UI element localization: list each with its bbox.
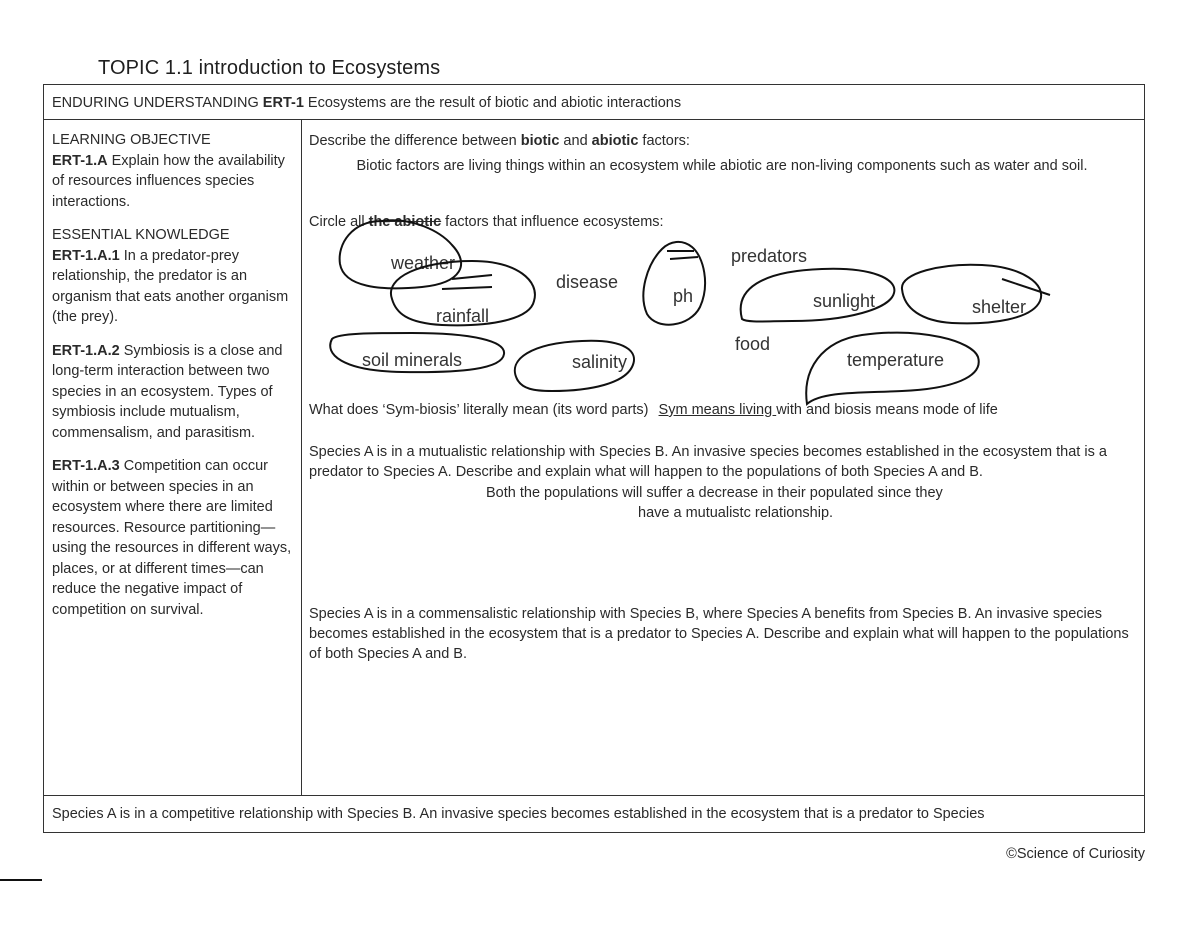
- answer-mutualistic-line2: have a mutualistc relationship.: [638, 505, 834, 521]
- lo-heading: LEARNING OBJECTIVE: [52, 132, 211, 148]
- lo-text: Explain how the availability of resources influences species interactions.: [52, 152, 285, 210]
- essential-knowledge-3: [52, 456, 293, 620]
- factor-predators[interactable]: predators: [731, 246, 808, 266]
- q3-text: What does ‘Sym-biosis’ literally mean (its word parts): [309, 402, 649, 418]
- enduring-label: ENDURING UNDERSTANDING: [52, 95, 263, 111]
- circle-salinity: [515, 341, 634, 391]
- q1-mid: and: [559, 133, 592, 149]
- answer-biotic-abiotic: Biotic factors are living things within an ecosystem while abiotic are non-living components such as water and soil.: [356, 158, 1088, 174]
- ek2-code: ERT-1.A.2: [52, 342, 120, 359]
- circle-rainfall: [391, 261, 535, 325]
- question-symbiosis-meaning: [309, 402, 998, 418]
- enduring-text: Ecosystems are the result of biotic and abiotic interactions: [303, 95, 682, 111]
- ek1-text: In a predator-prey relationship, the predator is an organism that eats another organism (the prey).: [52, 247, 289, 325]
- factor-shelter[interactable]: shelter: [972, 297, 1027, 317]
- circle-sunlight: [741, 269, 895, 322]
- learning-objective: [52, 130, 293, 212]
- ek3-code: ERT-1.A.3: [52, 458, 120, 474]
- factor-salinity[interactable]: salinity: [572, 352, 628, 372]
- scribble-ph: [667, 251, 698, 259]
- copyright: ©Science of Curiosity: [1006, 846, 1145, 862]
- answer-mutualistic-line1: Both the populations will suffer a decrease in their populated since they: [486, 485, 943, 501]
- margin-mark: [0, 879, 42, 881]
- q1-abiotic: abiotic: [591, 133, 639, 149]
- question-biotic-abiotic: [309, 133, 690, 149]
- q2-post: factors that influence ecosystems:: [441, 214, 664, 230]
- factor-temperature[interactable]: temperature: [847, 350, 945, 370]
- circle-temperature: [806, 333, 978, 404]
- q1-post: factors:: [638, 133, 690, 149]
- ek-heading: ESSENTIAL KNOWLEDGE: [52, 227, 230, 243]
- factor-rainfall[interactable]: rainfall: [436, 306, 490, 326]
- essential-knowledge-1: [52, 225, 293, 328]
- factor-weather[interactable]: weather: [391, 253, 456, 273]
- question-commensalistic: Species A is in a commensalistic relationship with Species B, where Species A benefits from Species B. An invasive species becomes established in the ecosystem that is a predator to Species A. Describe and explain what will happen to the populations of both Species A and B.: [309, 606, 1129, 662]
- q1-pre: Describe the difference between: [309, 133, 521, 149]
- ek1-code: ERT-1.A.1: [52, 247, 120, 264]
- question-competitive: Species A is in a competitive relationship with Species B. An invasive species becomes established in the ecosystem that is a predator to Species: [43, 795, 1145, 833]
- q2-pre: Circle all: [309, 214, 369, 230]
- essential-knowledge-2: [52, 341, 293, 444]
- ek3-text: Competition can occur within or between species in an ecosystem where there are limited resources. Resource partitioning— using the resources in different ways, places, or at different times—can reduce the negative impact of competition on survival.: [52, 458, 292, 618]
- stroke-shelter: [1002, 279, 1050, 295]
- scribble-rainfall: [442, 275, 492, 289]
- factor-soil-minerals[interactable]: soil minerals: [362, 350, 463, 370]
- hand-drawn-circles: [302, 209, 1144, 409]
- questions-column: [301, 119, 1145, 796]
- a3-underlined: Sym means living: [658, 402, 777, 418]
- ek2-text: Symbiosis is a close and long-term interaction between two species in an ecosystem. Types of symbiosis include mutualism, commensalism, and parasitism.: [52, 342, 283, 441]
- circle-ph: [643, 242, 705, 325]
- q2-struck-text: the abiotic: [368, 214, 442, 230]
- factor-food[interactable]: food: [735, 334, 771, 354]
- factor-sunlight[interactable]: sunlight: [813, 291, 876, 311]
- a3-rest: with and biosis means mode of life: [776, 402, 998, 418]
- enduring-understanding-row: [43, 84, 1145, 120]
- q1-biotic: biotic: [520, 133, 560, 149]
- factor-ph[interactable]: ph: [673, 286, 694, 306]
- page-title: TOPIC 1.1 introduction to Ecosystems: [98, 57, 441, 79]
- circle-shelter: [902, 265, 1041, 324]
- lo-code: ERT-1.A: [52, 152, 108, 169]
- circle-soil-minerals: [330, 333, 504, 372]
- factor-disease[interactable]: disease: [556, 272, 619, 292]
- question-mutualistic: Species A is in a mutualistic relationship with Species B. An invasive species becomes established in the ecosystem that is a predator to Species A. Describe and explain what will happen to the populations of both Species A and B.: [309, 444, 1107, 480]
- learning-objective-column: [43, 119, 302, 796]
- enduring-code: ERT-1: [262, 95, 304, 111]
